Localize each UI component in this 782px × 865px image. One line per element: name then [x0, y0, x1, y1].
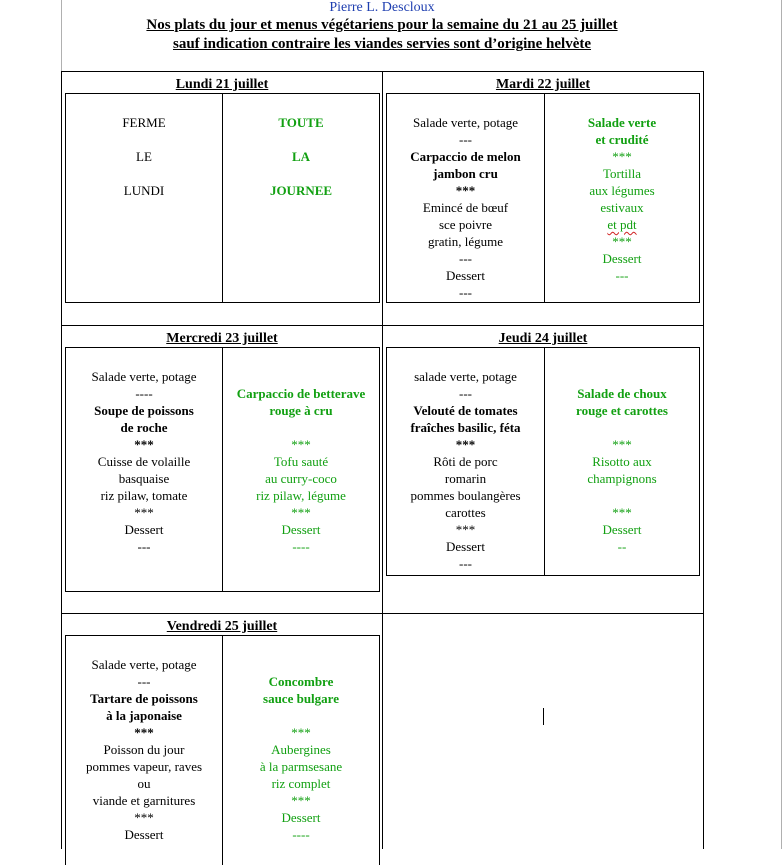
regular-menu-lundi [66, 94, 223, 302]
day-title-mardi: Mardi 22 juillet [495, 77, 591, 92]
veg-line: riz complet [271, 776, 331, 791]
menu-box-mardi [386, 93, 700, 303]
veg-line: Risotto aux [592, 454, 652, 469]
menu-line: de roche [120, 420, 168, 435]
veg-line: Dessert [281, 810, 321, 825]
veg-line: Dessert [602, 251, 642, 266]
text-cursor[interactable] [543, 708, 544, 725]
veg-line: --- [615, 268, 629, 283]
veg-line: sauce bulgare [263, 691, 339, 706]
veg-line: Tofu sauté [273, 454, 329, 469]
regular-menu-jeudi [387, 348, 545, 575]
menu-line: --- [459, 132, 472, 147]
veg-line: *** [291, 725, 311, 740]
menu-box-vendredi [65, 635, 380, 865]
menu-line: carottes [445, 505, 486, 520]
menu-line: --- [137, 674, 151, 689]
menu-line: Poisson du jour [103, 742, 185, 757]
veg-line: LA [291, 149, 311, 164]
veg-line: champignons [587, 471, 657, 486]
veg-line [223, 165, 379, 182]
veg-line: rouge à cru [269, 403, 333, 418]
veg-line: au curry-coco [265, 471, 337, 486]
menu-line: basquaise [118, 471, 170, 486]
menu-line: fraîches basilic, féta [410, 420, 521, 435]
menu-line: riz pilaw, tomate [100, 488, 188, 503]
menu-line: romarin [444, 471, 487, 486]
author-name: Pierre L. Descloux [329, 0, 435, 15]
table-right-border [703, 71, 704, 849]
menu-line: *** [134, 437, 154, 452]
menu-line: Salade verte, potage [91, 657, 197, 672]
veg-line: estivaux [600, 200, 644, 215]
menu-line: --- [459, 285, 472, 300]
vegetarian-menu-lundi [223, 94, 379, 302]
menu-box-mercredi [65, 347, 380, 592]
menu-line: *** [455, 522, 476, 537]
veg-line: riz pilaw, légume [256, 488, 346, 503]
title-line-2: sauf indication contraire les viandes servies sont d’origine helvète [172, 36, 592, 52]
veg-line [223, 131, 379, 148]
menu-line: à la japonaise [106, 708, 182, 723]
menu-line: gratin, légume [427, 234, 504, 249]
menu-line: pommes vapeur, raves [85, 759, 203, 774]
menu-line: Dessert [446, 268, 485, 283]
regular-menu-mardi [387, 94, 545, 302]
veg-line: JOURNEE [269, 183, 333, 198]
day-title-lundi: Lundi 21 juillet [175, 77, 269, 92]
menu-line: Tartare de poissons [90, 691, 198, 706]
menu-line: sce poivre [438, 217, 493, 232]
menu-line: *** [455, 183, 476, 198]
veg-line: *** [612, 234, 632, 249]
veg-line: aux légumes [589, 183, 655, 198]
menu-line: pommes boulangères [410, 488, 521, 503]
veg-line [545, 487, 699, 504]
veg-line: Concombre [268, 674, 334, 689]
table-center-divider [382, 71, 383, 849]
vegetarian-menu-jeudi [545, 348, 699, 575]
menu-line: --- [137, 539, 151, 554]
veg-line: et crudité [595, 132, 649, 147]
menu-line: --- [459, 386, 472, 401]
veg-line [545, 419, 699, 436]
veg-line: rouge et carottes [576, 403, 668, 418]
veg-line: à la parmsesane [259, 759, 343, 774]
veg-line: Carpaccio de betterave [236, 386, 366, 401]
menu-line [66, 165, 222, 182]
menu-line: Salade verte, potage [412, 115, 519, 130]
menu-line: Cuisse de volaille [97, 454, 191, 469]
vegetarian-menu-mardi [545, 94, 699, 302]
veg-line [223, 419, 379, 436]
menu-line: Salade verte, potage [91, 369, 197, 384]
menu-line: Velouté de tomates [413, 403, 518, 418]
menu-line: --- [459, 556, 472, 571]
veg-line: *** [612, 437, 632, 452]
menu-line: Rôti de porc [433, 454, 498, 469]
menu-line: LUNDI [123, 183, 165, 198]
menu-line: jambon cru [433, 166, 498, 181]
day-title-jeudi: Jeudi 24 juillet [498, 331, 588, 346]
menu-line: Emincé de bœuf [422, 200, 509, 215]
menu-line: ---- [135, 386, 153, 401]
menu-line: viande et garnitures [92, 793, 196, 808]
regular-menu-mercredi [66, 348, 223, 591]
menu-line [66, 131, 222, 148]
veg-line: ---- [292, 539, 310, 554]
veg-line: Salade verte [587, 115, 657, 130]
veg-line: TOUTE [278, 115, 324, 130]
menu-box-lundi [65, 93, 380, 303]
veg-line: *** [291, 437, 311, 452]
veg-line: Dessert [602, 522, 642, 537]
menu-line: FERME [122, 115, 166, 130]
menu-box-jeudi [386, 347, 700, 576]
veg-line: Salade de choux [577, 386, 667, 401]
menu-line: Carpaccio de melon [410, 149, 521, 164]
veg-line: *** [291, 505, 311, 520]
veg-line: et pdt [607, 217, 637, 232]
menu-line: *** [134, 505, 154, 520]
menu-line: *** [134, 725, 154, 740]
menu-line: *** [134, 810, 154, 825]
menu-line: Dessert [124, 827, 164, 842]
veg-line [223, 707, 379, 724]
veg-line: ---- [292, 827, 310, 842]
veg-line: *** [291, 793, 311, 808]
menu-line: ou [137, 776, 151, 791]
day-title-mercredi: Mercredi 23 juillet [166, 331, 278, 346]
title-line-1: Nos plats du jour et menus végétariens pour la semaine du 21 au 25 juillet [146, 17, 618, 33]
document-header [62, 0, 702, 54]
day-title-vendredi: Vendredi 25 juillet [166, 619, 278, 634]
menu-line: *** [455, 437, 476, 452]
veg-line: *** [612, 149, 632, 164]
menu-line: salade verte, potage [414, 369, 517, 384]
veg-line: -- [617, 539, 627, 554]
regular-menu-vendredi [66, 636, 223, 865]
menu-line: Dessert [124, 522, 164, 537]
veg-line: Aubergines [271, 742, 331, 757]
menu-line: LE [136, 149, 152, 164]
menu-line: Soupe de poissons [94, 403, 194, 418]
vegetarian-menu-mercredi [223, 348, 379, 591]
veg-line: *** [612, 505, 632, 520]
vegetarian-menu-vendredi [223, 636, 379, 865]
menu-line: --- [459, 251, 472, 266]
menu-line: Dessert [446, 539, 485, 554]
veg-line: Tortilla [602, 166, 642, 181]
table-left-border [61, 71, 62, 849]
veg-line: Dessert [281, 522, 321, 537]
